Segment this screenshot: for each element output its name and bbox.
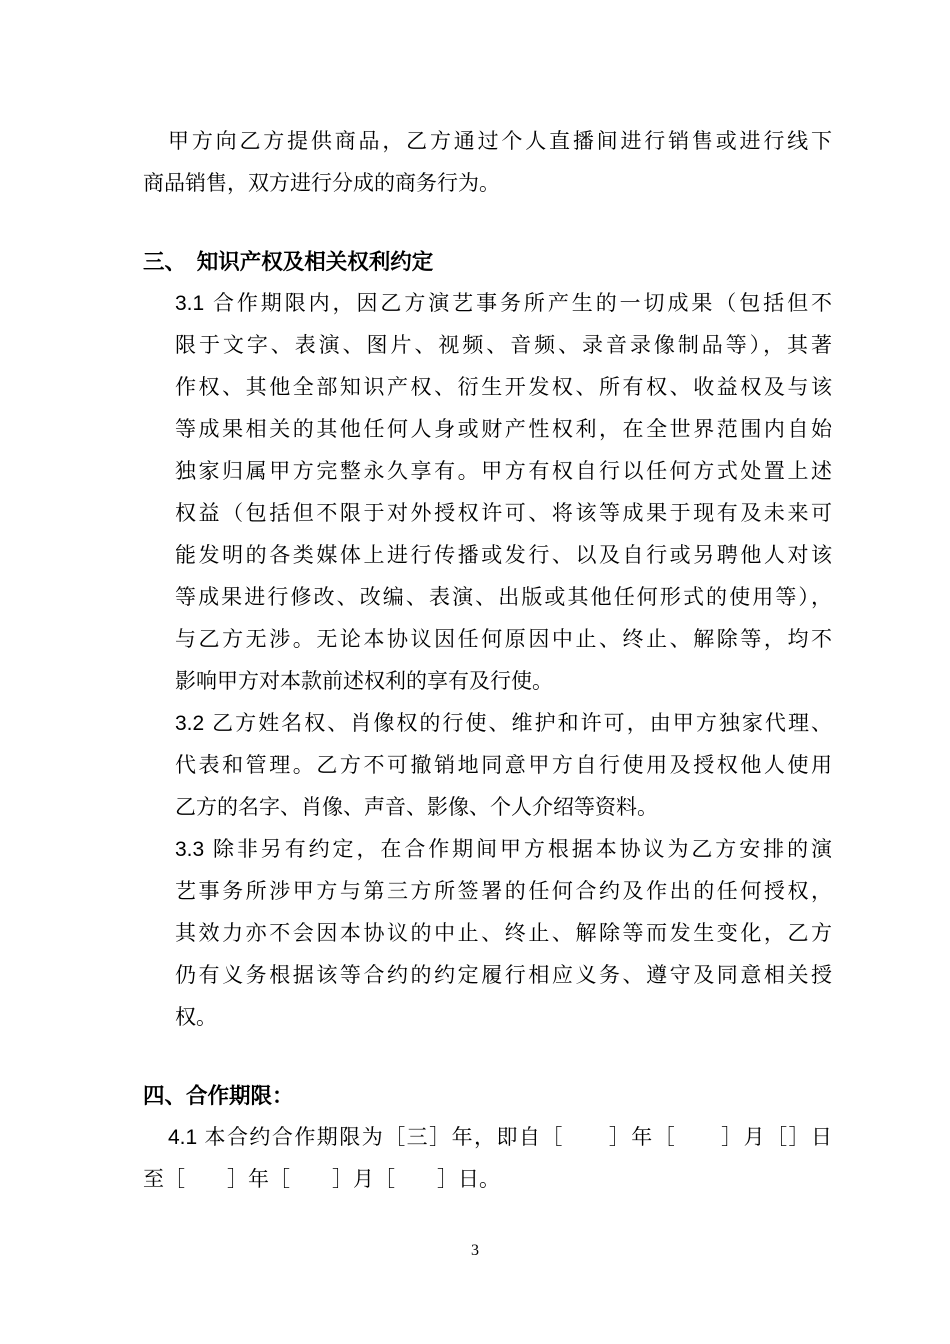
text-line: 3.3 除非另有约定，在合作期间甲方根据本协议为乙方安排的演 xyxy=(175,838,832,861)
text-line: 权。 xyxy=(175,1006,217,1029)
clause-3-3 xyxy=(175,829,832,1039)
text-line: 等成果相关的其他任何人身或财产性权利，在全世界范围内自始 xyxy=(175,418,832,441)
text-line: 其效力亦不会因本协议的中止、终止、解除等而发生变化，乙方 xyxy=(175,922,832,945)
document-body xyxy=(143,121,832,1201)
clause-3-2 xyxy=(175,703,832,829)
text-line: 能发明的各类媒体上进行传播或发行、以及自行或另聘他人对该 xyxy=(175,544,832,567)
page-number: 3 xyxy=(471,1242,479,1259)
text-line: 乙方的名字、肖像、声音、影像、个人介绍等资料。 xyxy=(175,796,658,819)
text-line: 与乙方无涉。无论本协议因任何原因中止、终止、解除等，均不 xyxy=(175,628,832,651)
text-line: 独家归属甲方完整永久享有。甲方有权自行以任何方式处置上述 xyxy=(175,460,832,483)
text-line: 3.1 合作期限内，因乙方演艺事务所产生的一切成果（包括但不 xyxy=(175,292,832,315)
text-line: 至［ ］年［ ］月［ ］日。 xyxy=(143,1168,500,1191)
text-line: 作权、其他全部知识产权、衍生开发权、所有权、收益权及与该 xyxy=(175,376,832,399)
text-line: 权益（包括但不限于对外授权许可、将该等成果于现有及未来可 xyxy=(175,502,832,525)
text-line: 等成果进行修改、改编、表演、出版或其他任何形式的使用等）， xyxy=(175,586,832,609)
section-4-heading: 四、合作期限： xyxy=(143,1084,294,1108)
text-line: 商品销售，双方进行分成的商务行为。 xyxy=(143,172,500,195)
text-line: 3.2 乙方姓名权、肖像权的行使、维护和许可，由甲方独家代理、 xyxy=(175,712,832,735)
clause-4-1 xyxy=(143,1117,832,1201)
text-line: 4.1 本合约合作期限为［三］年，即自［ ］年［ ］月［］日 xyxy=(168,1126,832,1149)
section-3-heading: 三、 知识产权及相关权利约定 xyxy=(143,250,434,274)
text-line: 仍有义务根据该等合约的约定履行相应义务、遵守及同意相关授 xyxy=(175,964,832,987)
intro-paragraph xyxy=(143,121,832,205)
clause-3-1 xyxy=(175,283,832,703)
text-line: 艺事务所涉甲方与第三方所签署的任何合约及作出的任何授权， xyxy=(175,880,832,903)
text-line: 甲方向乙方提供商品，乙方通过个人直播间进行销售或进行线下 xyxy=(168,130,832,153)
text-line: 影响甲方对本款前述权利的享有及行使。 xyxy=(175,670,553,693)
text-line: 代表和管理。乙方不可撤销地同意甲方自行使用及授权他人使用 xyxy=(175,754,832,777)
text-line: 限于文字、表演、图片、视频、音频、录音录像制品等），其著 xyxy=(175,334,832,357)
